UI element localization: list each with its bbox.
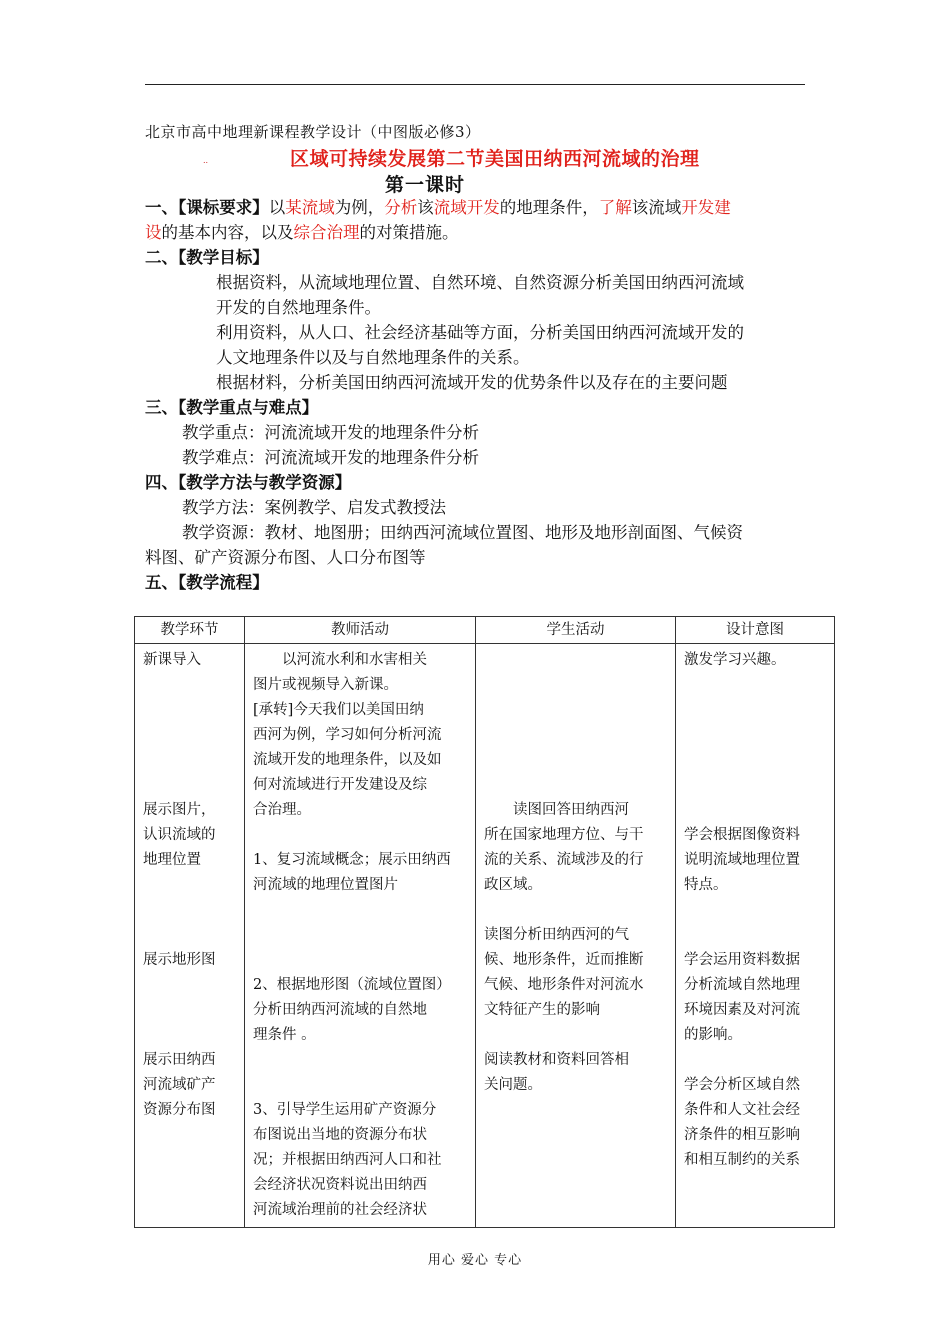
- resource-line-cont: 料图、矿产资源分布图、人口分布图等: [145, 548, 426, 567]
- main-title: 区域可持续发展第二节美国田纳西河流域的治理: [290, 148, 700, 170]
- stage-label: 认识流域的: [143, 827, 216, 843]
- teacher-text: 河流域治理前的社会经济状: [253, 1202, 427, 1218]
- intent-text: 学会分析区域自然: [684, 1077, 800, 1093]
- student-text: 关问题。: [484, 1077, 542, 1093]
- student-text: 文特征产生的影响: [484, 1002, 600, 1018]
- student-text: 政区域。: [484, 877, 542, 893]
- stray-mark: ..: [203, 156, 209, 165]
- text-span: 的基本内容，以及: [161, 223, 294, 242]
- stage-cell: [135, 644, 245, 1228]
- teacher-text: 合治理。: [253, 802, 311, 818]
- teacher-text: 西河为例，学习如何分析河流: [253, 727, 442, 743]
- highlight-span: 设: [145, 223, 162, 242]
- focus-line: 教学重点：河流流域开发的地理条件分析: [182, 423, 479, 442]
- objective-line: 开发的自然地理条件。: [216, 298, 381, 317]
- intent-text: 学会根据图像资料: [684, 827, 800, 843]
- highlight-span: 综合治理: [293, 223, 360, 242]
- text-span: 该流域: [631, 198, 682, 217]
- teacher-text: 布图说出当地的资源分布状: [253, 1127, 427, 1143]
- teacher-text: 河流域的地理位置图片: [253, 877, 398, 893]
- page-footer: 用心 爱心 专心: [427, 1253, 523, 1268]
- intent-text: 学会运用资料数据: [684, 952, 800, 968]
- table-header: 教师活动: [245, 617, 476, 644]
- objective-line: 根据资料，从流域地理位置、自然环境、自然资源分析美国田纳西河流域: [216, 273, 744, 292]
- header-line: 北京市高中地理新课程教学设计（中图版必修3）: [145, 123, 481, 141]
- teacher-text: 2、根据地形图（流域位置图）: [253, 977, 451, 993]
- text-span: 的对策措施。: [359, 223, 459, 242]
- student-text: 读图分析田纳西河的气: [484, 927, 629, 943]
- student-text: 气候、地形条件对河流水: [484, 977, 644, 993]
- resource-line: 教学资源：教材、地图册；田纳西河流域位置图、地形及地形剖面图、气候资: [182, 523, 743, 542]
- teacher-text: 会经济状况资料说出田纳西: [253, 1177, 427, 1193]
- text-span: 该: [417, 198, 434, 217]
- table-row: [135, 644, 835, 1228]
- teacher-cell: [245, 644, 476, 1228]
- intent-text: 的影响。: [684, 1027, 742, 1043]
- intent-text: 和相互制约的关系: [684, 1152, 800, 1168]
- section2-heading: 二、【教学目标】: [145, 248, 269, 267]
- stage-label: 展示图片，: [143, 802, 216, 818]
- student-text: 流的关系、流域涉及的行: [484, 852, 644, 868]
- highlight-span: 开发建: [681, 198, 731, 217]
- intent-text: 环境因素及对河流: [684, 1002, 800, 1018]
- objective-line: 利用资料，从人口、社会经济基础等方面，分析美国田纳西河流域开发的: [216, 323, 744, 342]
- intent-text: 条件和人文社会经: [684, 1102, 800, 1118]
- stage-label: 河流域矿产: [143, 1077, 216, 1093]
- teacher-text: 1、复习流域概念；展示田纳西: [253, 852, 451, 868]
- intent-text: 特点。: [684, 877, 728, 893]
- stage-label: 新课导入: [143, 652, 201, 668]
- teacher-text: [承转]今天我们以美国田纳: [253, 702, 424, 718]
- table-header: 学生活动: [476, 617, 676, 644]
- teacher-text: 图片或视频导入新课。: [253, 677, 398, 693]
- highlight-span: 某流域: [285, 198, 335, 217]
- teacher-text: 何对流域进行开发建设及综: [253, 777, 427, 793]
- table-header-row: [135, 617, 835, 644]
- sub-title: 第一课时: [385, 174, 466, 196]
- teacher-text: 3、引导学生运用矿产资源分: [253, 1102, 437, 1118]
- highlight-span: 流域开发: [433, 198, 500, 217]
- student-text: 所在国家地理方位、与干: [484, 827, 644, 843]
- objective-line: 根据材料，分析美国田纳西河流域开发的优势条件以及存在的主要问题: [216, 373, 728, 392]
- student-cell: [476, 644, 676, 1228]
- intent-text: 说明流域地理位置: [684, 852, 800, 868]
- section1-line1: [145, 195, 731, 220]
- top-rule: [145, 84, 805, 85]
- table-header: 设计意图: [676, 617, 835, 644]
- section1-line2: [145, 220, 459, 245]
- intent-text: 激发学习兴趣。: [684, 652, 786, 668]
- difficulty-line: 教学难点：河流流域开发的地理条件分析: [182, 448, 479, 467]
- stage-label: 资源分布图: [143, 1102, 216, 1118]
- section1-heading: 一、【课标要求】: [145, 198, 269, 217]
- intent-cell: [676, 644, 835, 1228]
- section4-heading: 四、【教学方法与教学资源】: [145, 473, 352, 492]
- intent-text: 分析流域自然地理: [684, 977, 800, 993]
- teacher-text: 况；并根据田纳西河人口和社: [253, 1152, 442, 1168]
- teacher-text: 以河流水利和水害相关: [282, 652, 427, 668]
- highlight-span: 了解: [598, 198, 632, 217]
- objective-line: 人文地理条件以及与自然地理条件的关系。: [216, 348, 530, 367]
- student-text: 候、地形条件，近而推断: [484, 952, 644, 968]
- teaching-flow-table: [134, 616, 835, 1228]
- method-line: 教学方法：案例教学、启发式教授法: [182, 498, 446, 517]
- stage-label: 展示地形图: [143, 952, 216, 968]
- table-header: 教学环节: [135, 617, 245, 644]
- intent-text: 济条件的相互影响: [684, 1127, 800, 1143]
- teacher-text: 分析田纳西河流域的自然地: [253, 1002, 427, 1018]
- stage-label: 地理位置: [143, 852, 201, 868]
- section3-heading: 三、【教学重点与难点】: [145, 398, 319, 417]
- text-span: 的地理条件，: [499, 198, 599, 217]
- teacher-text: 流域开发的地理条件，以及如: [253, 752, 442, 768]
- student-text: 阅读教材和资料回答相: [484, 1052, 629, 1068]
- text-span: 为例，: [334, 198, 385, 217]
- section5-heading: 五、【教学流程】: [145, 573, 269, 592]
- text-span: 以: [268, 198, 286, 217]
- student-text: 读图回答田纳西河: [513, 802, 629, 818]
- stage-label: 展示田纳西: [143, 1052, 216, 1068]
- highlight-span: 分析: [384, 198, 418, 217]
- teacher-text: 理条件 。: [253, 1027, 316, 1043]
